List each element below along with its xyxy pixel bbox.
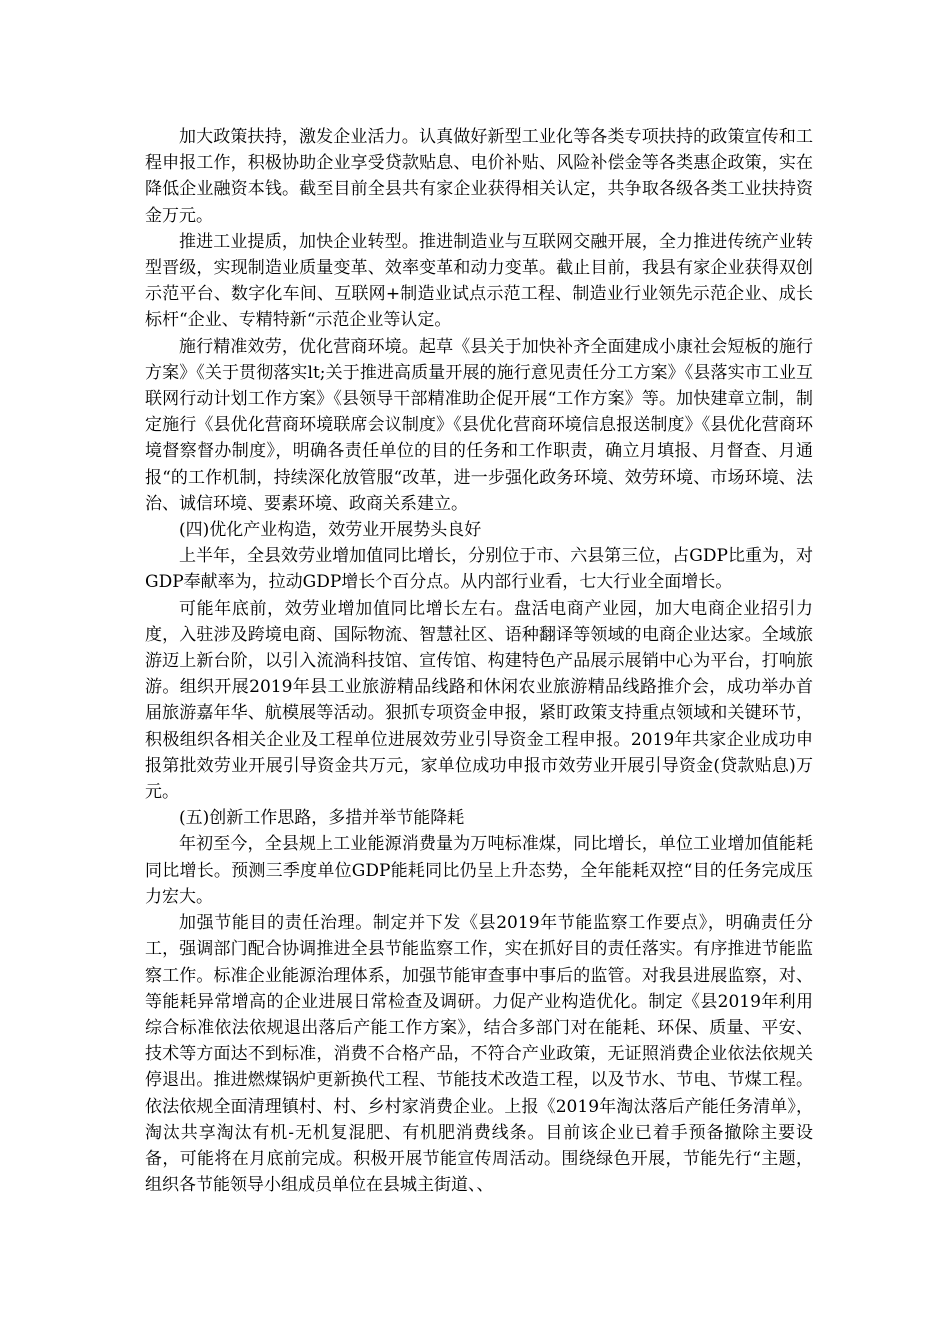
paragraph-policy-support: 加大政策扶持，激发企业活力。认真做好新型工业化等各类专项扶持的政策宣传和工程申报工作，积极协助企业享受贷款贴息、电价补贴、风险补偿金等各类惠企政策，实在降低企业融资本钱。截至目前全县共有家企业获得相关认定，共争取各级各类工业扶持资金万元。 <box>145 127 813 226</box>
paragraph-energy-saving: 加强节能目的责任治理。制定并下发《县2019年节能监察工作要点》，明确责任分工，强调部门配合协调推进全县节能监察工作，实在抓好目的责任落实。有序推进节能监察工作。标准企业能源治理体系，加强节能审查事中事后的监管。对我县进展监察，对、等能耗异常增高的企业进展日常检查及调研。力促产业构造优化。制定《县2019年利用综合标准依法依规退出落后产能工作方案》，结合多部门对在能耗、环保、质量、平安、技术等方面达不到标准，消费不合格产品，不符合产业政策，无证照消费企业依法依规关停退出。推进燃煤锅炉更新换代工程、节能技术改造工程，以及节水、节电、节煤工程。依法依规全面清理镇村、村、乡村家消费企业。上报《2019年淘汰落后产能任务清单》，淘汰共享淘汰有机-无机复混肥、有机肥消费线条。目前该企业已着手预备撤除主要设备，可能将在月底前完成。积极开展节能宣传周活动。围绕绿色开展，节能先行“主题，组织各节能领导小组成员单位在县城主街道、、 <box>145 913 813 1196</box>
paragraph-service-growth: 上半年，全县效劳业增加值同比增长，分别位于市、六县第三位，占GDP比重为，对GDP奉献率为，拉动GDP增长个百分点。从内部行业看，七大行业全面增长。 <box>145 546 813 593</box>
section-heading-5: (五)创新工作思路，多措并举节能降耗 <box>179 808 465 829</box>
document-body <box>145 124 813 1198</box>
paragraph-industrial-upgrade: 推进工业提质，加快企业转型。推进制造业与互联网交融开展，全力推进传统产业转型晋级，实现制造业质量变革、效率变革和动力变革。截止目前，我县有家企业获得双创示范平台、数字化车间、互联网+制造业试点示范工程、制造业行业领先示范企业、成长标杆“企业、专精特新“示范企业等认定。 <box>145 231 813 331</box>
paragraph-service-forecast: 可能年底前，效劳业增加值同比增长左右。盘活电商产业园，加大电商企业招引力度，入驻涉及跨境电商、国际物流、智慧社区、语种翻译等领域的电商企业达家。全域旅游迈上新台阶，以引入流淌科技馆、宣传馆、构建特色产品展示展销中心为平台，打响旅游。组织开展2019年县工业旅游精品线路和休闲农业旅游精品线路推介会，成功举办首届旅游嘉年华、航模展等活动。狠抓专项资金申报，紧盯政策支持重点领域和关键环节，积极组织各相关企业及工程单位进展效劳业引导资金工程申报。2019年共家企业成功申报第批效劳业开展引导资金共万元，家单位成功申报市效劳业开展引导资金(贷款贴息)万元。 <box>145 598 813 803</box>
paragraph-business-environment: 施行精准效劳，优化营商环境。起草《县关于加快补齐全面建成小康社会短板的施行方案》《关于贯彻落实lt;关于推进高质量开展的施行意见责任分工方案》《县落实市工业互联网行动计划工作方案》《县领导干部精准助企促开展“工作方案》等。加快建章立制，制定施行《县优化营商环境联席会议制度》《县优化营商环境信息报送制度》《县优化营商环境督察督办制度》，明确各责任单位的目的任务和工作职责，确立月填报、月督查、月通报“的工作机制，持续深化放管服“改革，进一步强化政务环境、效劳环境、市场环境、法治、诚信环境、要素环境、政商关系建立。 <box>145 336 813 514</box>
section-heading-4: (四)优化产业构造，效劳业开展势头良好 <box>179 520 482 541</box>
paragraph-energy-consumption: 年初至今，全县规上工业能源消费量为万吨标准煤，同比增长，单位工业增加值能耗同比增长。预测三季度单位GDP能耗同比仍呈上升态势，全年能耗双控“目的任务完成压力宏大。 <box>145 834 813 907</box>
